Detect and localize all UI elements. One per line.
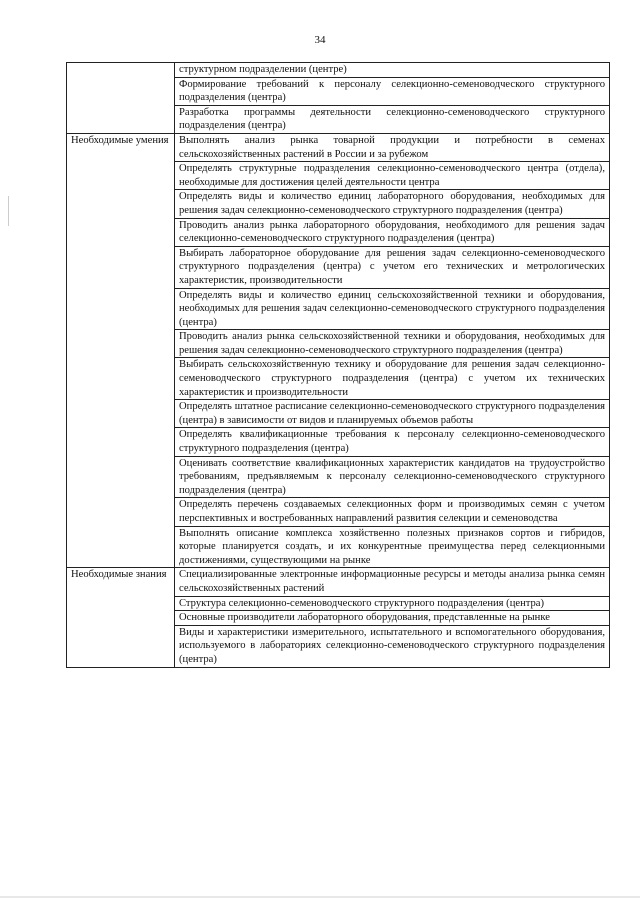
table-row [67, 568, 610, 596]
competency-table [66, 62, 610, 668]
requirement-cell: Проводить анализ рынка лабораторного оборудования, необходимого для решения задач селекционно-семеноводческого структурного подразделения (центра) [175, 218, 610, 246]
requirement-cell: Оценивать соответствие квалификационных характеристик кандидатов на трудоустройство требованиям, предъявляемым к персоналу селекционно-семеноводческого структурного подразделения (центра) [175, 456, 610, 498]
table-row [67, 63, 610, 78]
requirement-cell: Специализированные электронные информационные ресурсы и методы анализа рынка семян сельскохозяйственных растений [175, 568, 610, 596]
requirement-cell: Формирование требований к персоналу селекционно-семеноводческого структурного подразделения (центра) [175, 77, 610, 105]
group-label: Необходимые знания [67, 568, 175, 667]
requirement-cell: Определять перечень создаваемых селекционных форм и производимых семян с учетом перспективных и востребованных направлений развития селекции и семеноводства [175, 498, 610, 526]
group-label: Необходимые умения [67, 133, 175, 567]
requirement-cell: Выполнять описание комплекса хозяйственно полезных признаков сортов и гибридов, которые планируется создать, и их конкурентные преимущества перед селекционными достижениями, существующими на рынке [175, 526, 610, 568]
scan-margin-mark [8, 196, 9, 226]
requirement-cell: Определять виды и количество единиц сельскохозяйственной техники и оборудования, необходимых для решения задач селекционно-семеноводческого структурного подразделения (центра) [175, 288, 610, 330]
requirement-cell: Определять квалификационные требования к персоналу селекционно-семеноводческого структурного подразделения (центра) [175, 428, 610, 456]
page-number: 34 [314, 34, 326, 46]
competency-table-body [67, 63, 610, 668]
page-bottom-edge [0, 896, 640, 898]
group-label [67, 63, 175, 134]
requirement-cell: Виды и характеристики измерительного, испытательного и вспомогательного оборудования, используемого в лабораториях селекционно-семеноводческого структурного подразделения (центра) [175, 625, 610, 667]
requirement-cell: Выбирать сельскохозяйственную технику и оборудование для решения задач селекционно-семеноводческого структурного подразделения (центра) с учетом их технических характеристик и производительности [175, 358, 610, 400]
requirement-cell: Разработка программы деятельности селекционно-семеноводческого структурного подразделения (центра) [175, 105, 610, 133]
requirement-cell: Определять структурные подразделения селекционно-семеноводческого центра (отдела), необходимые для достижения целей деятельности центра [175, 162, 610, 190]
requirement-cell: Определять штатное расписание селекционно-семеноводческого структурного подразделения (центра) в зависимости от видов и планируемых объемов работы [175, 400, 610, 428]
requirement-cell: Основные производители лабораторного оборудования, представленные на рынке [175, 611, 610, 626]
requirement-cell: Выполнять анализ рынка товарной продукции и потребности в семенах сельскохозяйственных растений в России и за рубежом [175, 133, 610, 161]
requirement-cell: структурном подразделении (центре) [175, 63, 610, 78]
requirement-cell: Проводить анализ рынка сельскохозяйственной техники и оборудования, необходимых для решения задач селекционно-семеноводческого структурного подразделения (центра) [175, 330, 610, 358]
requirement-cell: Выбирать лабораторное оборудование для решения задач селекционно-семеноводческого структурного подразделения (центра) с учетом его технических и метрологических характеристик, производительности [175, 246, 610, 288]
requirement-cell: Структура селекционно-семеноводческого структурного подразделения (центра) [175, 596, 610, 611]
requirement-cell: Определять виды и количество единиц лабораторного оборудования, необходимых для решения задач селекционно-семеноводческого структурного подразделения (центра) [175, 190, 610, 218]
table-row [67, 133, 610, 161]
